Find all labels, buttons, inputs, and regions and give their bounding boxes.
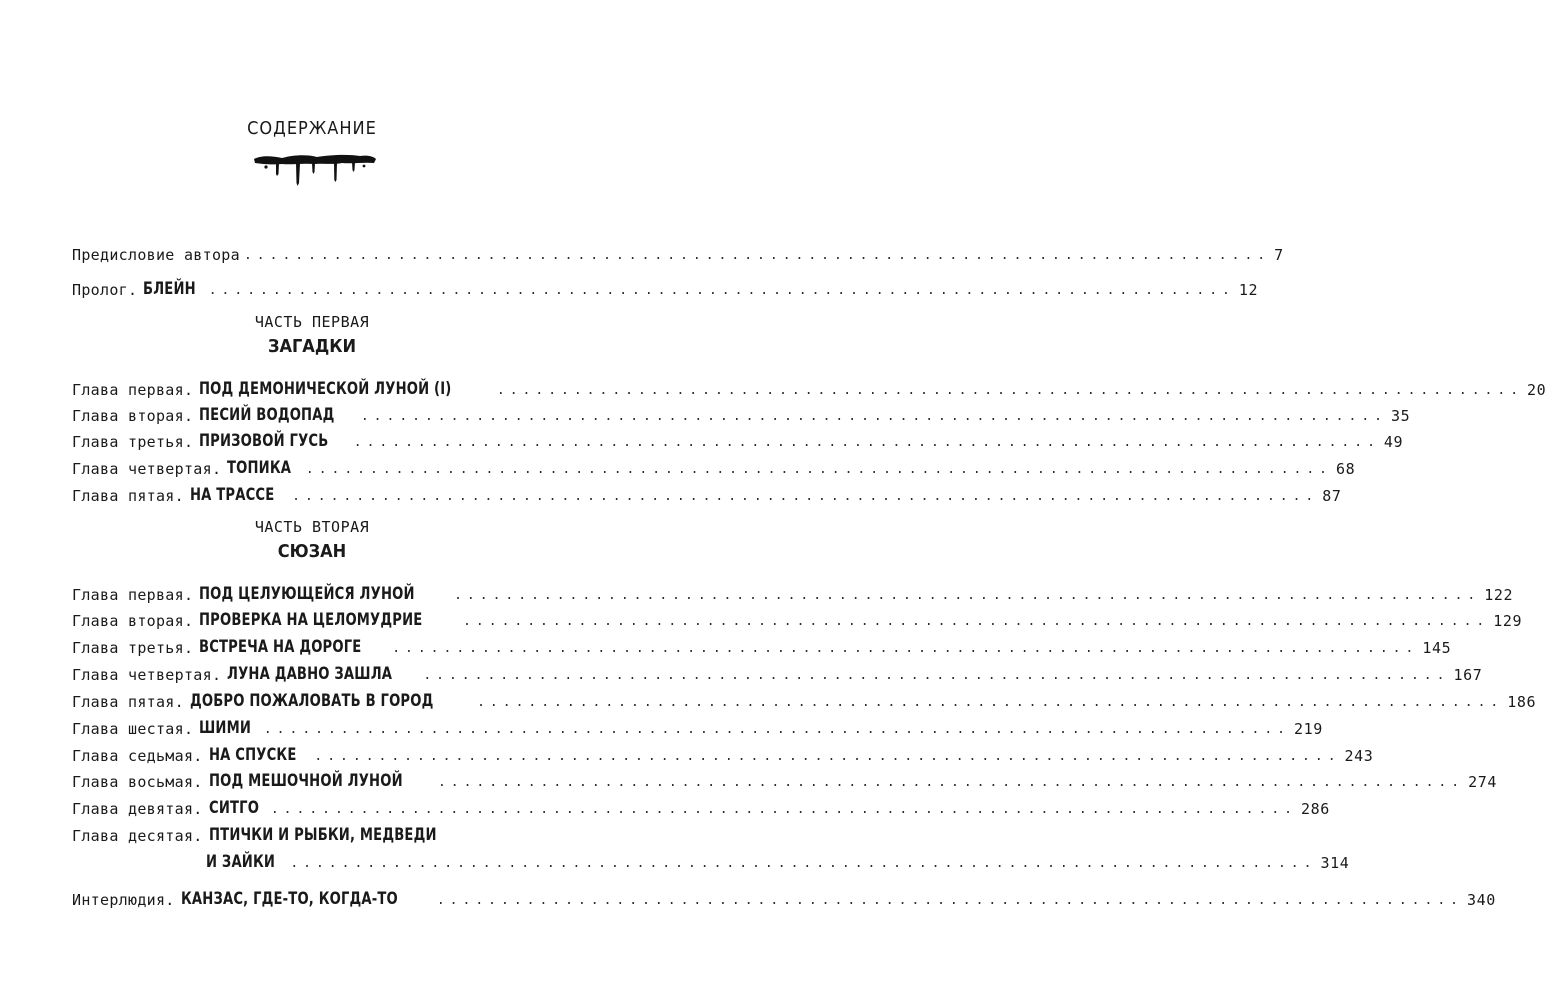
entry-prefix: Глава вторая. [72, 612, 194, 630]
part-name: ЗАГАДКИ [267, 336, 357, 357]
part-label: ЧАСТЬ ВТОРАЯ [254, 518, 370, 536]
dot-leader: ................................................................................ [353, 435, 1380, 450]
entry-prefix: Глава пятая. [72, 693, 184, 711]
entry-title: ЛУНА ДАВНО ЗАШЛА [227, 664, 393, 684]
dot-leader: ................................................................................ [463, 614, 1490, 629]
dot-leader: ................................................................................ [305, 462, 1333, 477]
entry-prefix: Предисловие автора [72, 246, 240, 264]
toc-entry [72, 478, 1342, 505]
dot-leader: ................................................................................ [392, 641, 1419, 656]
toc-entry [72, 237, 1284, 264]
toc-entry [72, 738, 1374, 765]
page-number: 35 [1390, 407, 1411, 425]
entry-prefix: Глава седьмая. [72, 747, 203, 765]
entry-prefix: Глава девятая. [72, 800, 203, 818]
dot-leader: ................................................................................ [436, 893, 1463, 908]
toc-entry [72, 818, 552, 844]
entry-title: ПЕСИЙ ВОДОПАД [199, 405, 335, 425]
entry-prefix: Интерлюдия. [72, 891, 175, 909]
entry-title: ШИМИ [199, 718, 252, 738]
dot-leader: ................................................................................ [314, 749, 1341, 764]
toc-entry [72, 451, 1356, 478]
page-title: СОДЕРЖАНИЕ [247, 118, 377, 139]
toc-entry [72, 791, 1330, 818]
entry-prefix: Пролог. [72, 281, 138, 299]
page-number: 7 [1274, 246, 1284, 264]
dot-leader: ................................................................................ [208, 283, 1235, 298]
toc-entry [72, 882, 1496, 909]
entry-title: НА ТРАССЕ [189, 485, 275, 505]
entry-title: ВСТРЕЧА НА ДОРОГЕ [199, 637, 362, 657]
dot-leader: ................................................................................ [243, 248, 1271, 263]
entry-title: СИТГО [208, 798, 259, 818]
page-number: 243 [1344, 747, 1374, 765]
dot-leader: ................................................................................ [496, 383, 1524, 398]
entry-title: И ЗАЙКИ [206, 852, 276, 872]
dot-leader: ................................................................................ [292, 489, 1319, 504]
dot-leader: ................................................................................ [263, 722, 1290, 737]
dot-leader: ................................................................................ [270, 802, 1297, 817]
dot-leader: ................................................................................ [437, 775, 1465, 790]
entry-prefix: Глава вторая. [72, 407, 194, 425]
entry-title: КАНЗАС, ГДЕ-ТО, КОГДА-ТО [180, 889, 398, 909]
toc-entry [72, 398, 1411, 425]
toc-entry [72, 711, 1323, 738]
page-number: 87 [1322, 487, 1342, 505]
entry-title: ПОД ДЕМОНИЧЕСКОЙ ЛУНОЙ (I) [199, 379, 452, 399]
toc-entry [72, 424, 1404, 451]
page-number: 12 [1238, 281, 1259, 299]
page-number: 219 [1293, 720, 1323, 738]
toc-entry [72, 630, 1452, 657]
entry-prefix: Глава третья. [72, 639, 194, 657]
page-number: 20 [1527, 381, 1546, 399]
page-number: 167 [1453, 666, 1483, 684]
entry-title: ПРИЗОВОЙ ГУСЬ [199, 431, 329, 451]
toc-entry [72, 272, 1259, 299]
page-number: 286 [1300, 800, 1330, 818]
page-number: 129 [1493, 612, 1523, 630]
entry-title: ПОД МЕШОЧНОЙ ЛУНОЙ [208, 771, 403, 791]
entry-prefix: Глава первая. [72, 586, 194, 604]
page-number: 49 [1383, 433, 1404, 451]
toc-entry [72, 603, 1523, 630]
toc-entry [72, 372, 1546, 399]
entry-prefix: Глава десятая. [72, 827, 203, 845]
toc-entry [72, 657, 1483, 684]
toc-page [72, 0, 1546, 1000]
entry-prefix: Глава восьмая. [72, 773, 203, 791]
entry-prefix: Глава первая. [72, 381, 194, 399]
ink-drip-ornament [252, 150, 377, 190]
entry-title: ДОБРО ПОЖАЛОВАТЬ В ГОРОД [189, 691, 434, 711]
toc-entry [72, 845, 1350, 872]
entry-title: ПТИЧКИ И РЫБКИ, МЕДВЕДИ [208, 825, 437, 845]
dot-leader: ................................................................................ [360, 409, 1387, 424]
toc-entry [72, 764, 1497, 791]
page-number: 274 [1468, 773, 1497, 791]
entry-prefix: Глава пятая. [72, 487, 184, 505]
toc-entry [72, 684, 1537, 711]
page-number: 314 [1320, 854, 1350, 872]
dot-leader: ................................................................................ [454, 588, 1481, 603]
dot-leader: ................................................................................ [477, 695, 1504, 710]
entry-prefix: Глава четвертая. [72, 460, 222, 478]
entry-title: ПРОВЕРКА НА ЦЕЛОМУДРИЕ [199, 610, 423, 630]
entry-prefix: Глава третья. [72, 433, 194, 451]
entry-prefix: Глава четвертая. [72, 666, 222, 684]
entry-title: БЛЕЙН [143, 279, 197, 299]
part-label: ЧАСТЬ ПЕРВАЯ [254, 313, 370, 331]
entry-title: ПОД ЦЕЛУЮЩЕЙСЯ ЛУНОЙ [199, 584, 415, 604]
part-name: СЮЗАН [277, 541, 347, 562]
entry-prefix: Глава шестая. [72, 720, 194, 738]
toc-entry [72, 577, 1514, 604]
entry-title: ТОПИКА [227, 458, 292, 478]
dot-leader: ................................................................................ [423, 668, 1450, 683]
page-number: 186 [1507, 693, 1537, 711]
page-number: 145 [1422, 639, 1452, 657]
page-number: 68 [1336, 460, 1356, 478]
dot-leader: ................................................................................ [290, 856, 1317, 871]
page-number: 340 [1467, 891, 1496, 909]
entry-title: НА СПУСКЕ [208, 745, 297, 765]
page-number: 122 [1484, 586, 1514, 604]
